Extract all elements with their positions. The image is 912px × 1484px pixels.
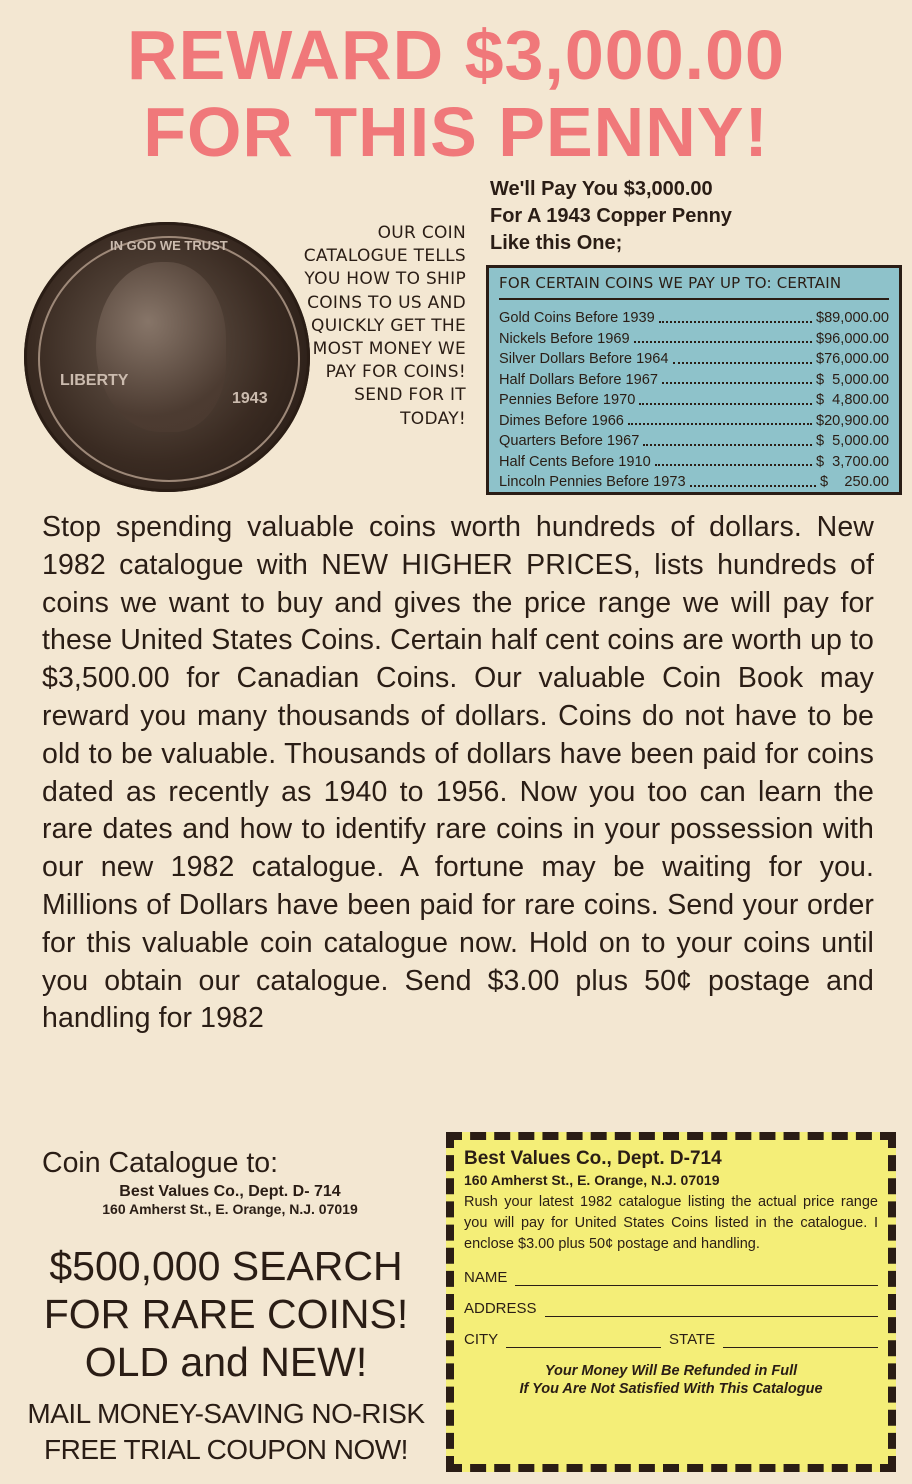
guarantee-line2: If You Are Not Satisfied With This Catalogue: [519, 1381, 823, 1397]
price-table-header: FOR CERTAIN COINS WE PAY UP TO: CERTAIN: [499, 274, 889, 300]
search-promo: [10, 1242, 442, 1468]
price-row-value: $ 250.00: [820, 474, 889, 490]
price-row-leader: [634, 329, 812, 344]
name-label: NAME: [464, 1269, 508, 1286]
state-label: STATE: [669, 1331, 716, 1348]
price-row-value: $76,000.00: [815, 351, 889, 367]
price-row: [499, 329, 889, 350]
price-row-label: Silver Dollars Before 1964: [499, 351, 669, 367]
city-line[interactable]: [506, 1335, 661, 1348]
mailing-address: [40, 1183, 420, 1217]
price-row-leader: [655, 452, 812, 467]
address-field[interactable]: [464, 1300, 878, 1317]
price-row-value: $ 4,800.00: [815, 392, 889, 408]
penny-portrait: [96, 262, 226, 432]
price-row: [499, 370, 889, 391]
price-row: [499, 411, 889, 432]
price-row-label: Half Dollars Before 1967: [499, 371, 658, 388]
price-table-rows: [499, 308, 889, 493]
price-row-label: Dimes Before 1966: [499, 412, 624, 429]
price-row: [499, 349, 889, 370]
promo-line4: MAIL MONEY-SAVING NO-RISK: [27, 1398, 425, 1429]
price-row-leader: [643, 431, 812, 446]
promo-line2: FOR RARE COINS!: [43, 1291, 409, 1337]
guarantee-line1: Your Money Will Be Refunded in Full: [544, 1363, 798, 1379]
price-row-label: Pennies Before 1970: [499, 392, 636, 408]
body-copy: [42, 509, 874, 1038]
pay-offer: [490, 176, 732, 257]
body-paragraph: Stop spending valuable coins worth hundreds of dollars. New 1982 catalogue with NEW HIGHER PRICES, lists hundreds of coins we want to buy and gives the price range we will pay for these United States Coins. Certain half cent coins are worth up to $3,500.00 for Canadian Coins. Our valuable Coin Book may reward you many thousands of dollars. Coins do not have to be old to be valuable. Thousands of dollars have been paid for coins dated as recently as 1940 to 1956. Now you too can learn the rare dates and how to identify rare coins in your possession with our new 1982 catalogue. A fortune may be waiting for you. Millions of Dollars have been paid for rare coins. Send your order for this valuable coin catalogue now. Hold on to your coins until you obtain our catalogue. Send $3.00 plus 50¢ postage and handling for 1982: [42, 511, 874, 1035]
promo-line3: OLD and NEW!: [84, 1339, 368, 1385]
price-row-value: $20,900.00: [815, 412, 889, 429]
coupon-address: 160 Amherst St., E. Orange, N.J. 07019: [464, 1172, 720, 1188]
price-row-value: $ 5,000.00: [815, 371, 889, 388]
coupon-title: Best Values Co., Dept. D-714: [464, 1148, 722, 1169]
mailing-address-line2: 160 Amherst St., E. Orange, N.J. 07019: [102, 1201, 358, 1217]
price-row-label: Nickels Before 1969: [499, 330, 630, 347]
name-line[interactable]: [515, 1273, 878, 1286]
headline-line2: FOR THIS PENNY!: [143, 93, 769, 171]
price-row-label: Lincoln Pennies Before 1973: [499, 474, 686, 490]
price-row: [499, 431, 889, 452]
pay-offer-line2: For A 1943 Copper Penny: [490, 205, 732, 227]
price-row-leader: [659, 308, 812, 323]
price-row-leader: [628, 411, 812, 426]
price-row-label: Half Cents Before 1910: [499, 453, 651, 470]
catalogue-note: OUR COIN CATALOGUE TELLS YOU HOW TO SHIP COINS TO US AND QUICKLY GET THE MOST MONEY WE PAY FOR COINS! SEND FOR IT TODAY!: [303, 223, 466, 429]
price-row-value: $96,000.00: [815, 330, 889, 347]
penny-legend-liberty: LIBERTY: [60, 372, 129, 389]
coupon-message: Rush your latest 1982 catalogue listing the actual price range you will pay for United States Coins listed in the catalogue. I enclose $3.00 plus 50¢ postage and handling.: [464, 1194, 878, 1252]
price-row-value: $89,000.00: [815, 310, 889, 326]
headline-line1: REWARD $3,000.00: [127, 16, 785, 94]
price-row: [499, 390, 889, 411]
promo-line1: $500,000 SEARCH: [49, 1243, 403, 1289]
price-table: [486, 265, 902, 495]
city-state-field[interactable]: [464, 1331, 878, 1348]
price-row: [499, 472, 889, 493]
city-label: CITY: [464, 1331, 499, 1348]
promo-line5: FREE TRIAL COUPON NOW!: [44, 1434, 408, 1465]
price-row-label: Gold Coins Before 1939: [499, 310, 655, 326]
price-row-value: $ 5,000.00: [815, 433, 889, 449]
price-row-leader: [673, 349, 812, 364]
refund-guarantee: [464, 1362, 878, 1398]
price-row-label: Quarters Before 1967: [499, 433, 640, 449]
price-row-leader: [662, 370, 812, 385]
price-row: [499, 452, 889, 473]
pay-offer-line1: We'll Pay You $3,000.00: [490, 178, 713, 200]
address-label: ADDRESS: [464, 1300, 537, 1317]
pay-offer-line3: Like this One;: [490, 232, 623, 254]
penny-legend-motto: IN GOD WE TRUST: [110, 238, 228, 253]
mailing-address-line1: Best Values Co., Dept. D- 714: [119, 1183, 341, 1200]
price-row-leader: [690, 472, 816, 487]
price-row-leader: [639, 390, 812, 405]
order-coupon[interactable]: [446, 1132, 896, 1472]
address-line[interactable]: [545, 1304, 878, 1317]
name-field[interactable]: [464, 1269, 878, 1286]
state-line[interactable]: [723, 1335, 878, 1348]
price-row-value: $ 3,700.00: [815, 453, 889, 470]
body-tail: Coin Catalogue to:: [42, 1147, 279, 1179]
price-row: [499, 308, 889, 329]
penny-year: 1943: [232, 390, 268, 407]
